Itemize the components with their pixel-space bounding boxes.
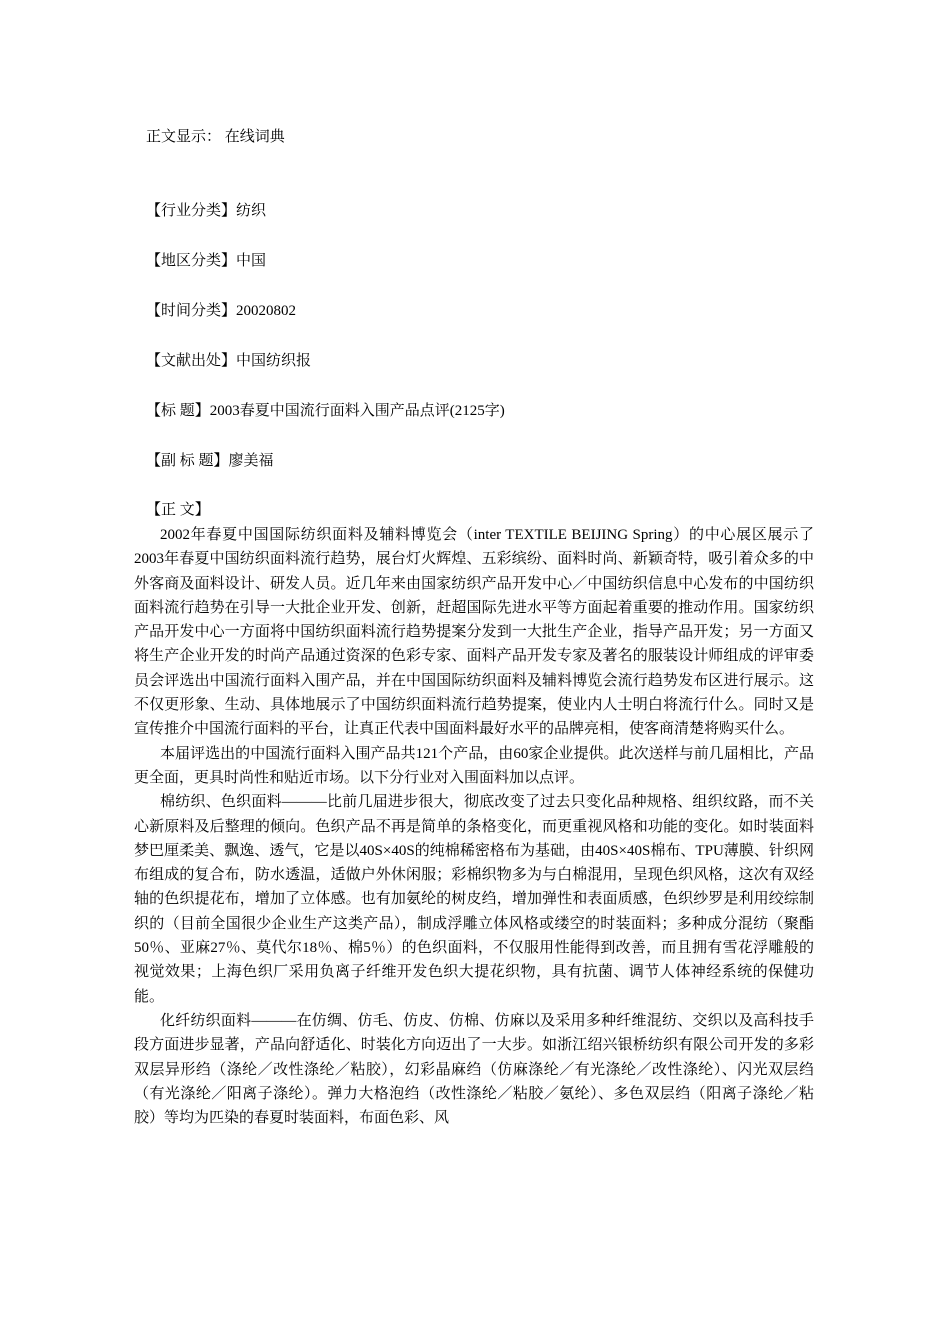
meta-region: 【地区分类】中国 bbox=[146, 253, 267, 269]
meta-source: 【文献出处】中国纺织报 bbox=[146, 353, 312, 369]
body-paragraph: 2002年春夏中国国际纺织面料及辅料博览会（inter TEXTILE BEIJING Spring）的中心展区展示了2003年春夏中国纺织面料流行趋势，展台灯火辉煌、五彩缤纷、面料时尚、新颖奇特，吸引着众多的中外客商及面料设计、研发人员。近几年来由国家纺织产品开发中心／中国纺织信息中心发布的中国纺织面料流行趋势在引导一大批企业开发、创新，赶超国际先进水平等方面起着重要的推动作用。国家纺织产品开发中心一方面将中国纺织面料流行趋势提案分发到一大批生产企业，指导产品开发；另一方面又将生产企业开发的时尚产品通过资深的色彩专家、面料产品开发专家及著名的服装设计师组成的评审委员会评选出中国流行面料入围产品，并在中国国际纺织面料及辅料博览会流行趋势发布区进行展示。这不仅更形象、生动、具体地展示了中国纺织面料流行趋势提案，使业内人士明白将流行什么。同时又是宣传推介中国流行面料的平台，让真正代表中国面料最好水平的品牌亮相，使客商清楚将购买什么。 bbox=[134, 527, 814, 738]
body-paragraph: 化纤纺织面料———在仿绸、仿毛、仿皮、仿棉、仿麻以及采用多种纤维混纺、交织以及高科技手段方面进步显著，产品向舒适化、时装化方向迈出了一大步。如浙江绍兴银桥纺织有限公司开发的多彩双层异形绉（涤纶／改性涤纶／粘胶），幻彩晶麻绉（仿麻涤纶／有光涤纶／改性涤纶）、闪光双层绉（有光涤纶／阳离子涤纶）。弹力大格泡绉（改性涤纶／粘胶／氨纶）、多色双层绉（阳离子涤纶／粘胶）等均为匹染的春夏时装面料，布面色彩、风 bbox=[134, 1012, 814, 1127]
body-label: 【正 文】 bbox=[146, 502, 210, 518]
meta-title: 【标 题】2003春夏中国流行面料入围产品点评(2125字) bbox=[146, 403, 505, 419]
body-text bbox=[134, 523, 814, 1130]
display-line: 正文显示： 在线词典 bbox=[146, 129, 285, 145]
meta-subtitle: 【副 标 题】廖美福 bbox=[146, 453, 274, 469]
meta-industry: 【行业分类】纺织 bbox=[146, 203, 267, 219]
body-paragraph: 棉纺织、色织面料———比前几届进步很大，彻底改变了过去只变化品种规格、组织纹路，而不关心新原料及后整理的倾向。色织产品不再是简单的条格变化，而更重视风格和功能的变化。如时装面料梦巴厘柔美、飘逸、透气，它是以40S×40S的纯棉稀密格布为基础，由40S×40S棉布、TPU薄膜、针织网布组成的复合布，防水透温，适做户外休闲服；彩棉织物多为与白棉混用，呈现色织风格，这次有双经轴的色织提花布，增加了立体感。也有加氨纶的树皮绉，增加弹性和表面质感，色织纱罗是利用绞综制织的（目前全国很少企业生产这类产品），制成浮雕立体风格或缕空的时装面料；多种成分混纺（聚酯 50％、亚麻27％、莫代尔18％、棉5％）的色织面料，不仅服用性能得到改善，而且拥有雪花浮雕般的视觉效果；上海色织厂采用负离子纤维开发色织大提花织物，具有抗菌、调节人体神经系统的保健功能。 bbox=[134, 794, 814, 1005]
meta-time: 【时间分类】20020802 bbox=[146, 303, 297, 319]
body-paragraph: 本届评选出的中国流行面料入围产品共121个产品，由60家企业提供。此次送样与前几届相比，产品更全面，更具时尚性和贴近市场。以下分行业对入围面料加以点评。 bbox=[134, 745, 814, 786]
